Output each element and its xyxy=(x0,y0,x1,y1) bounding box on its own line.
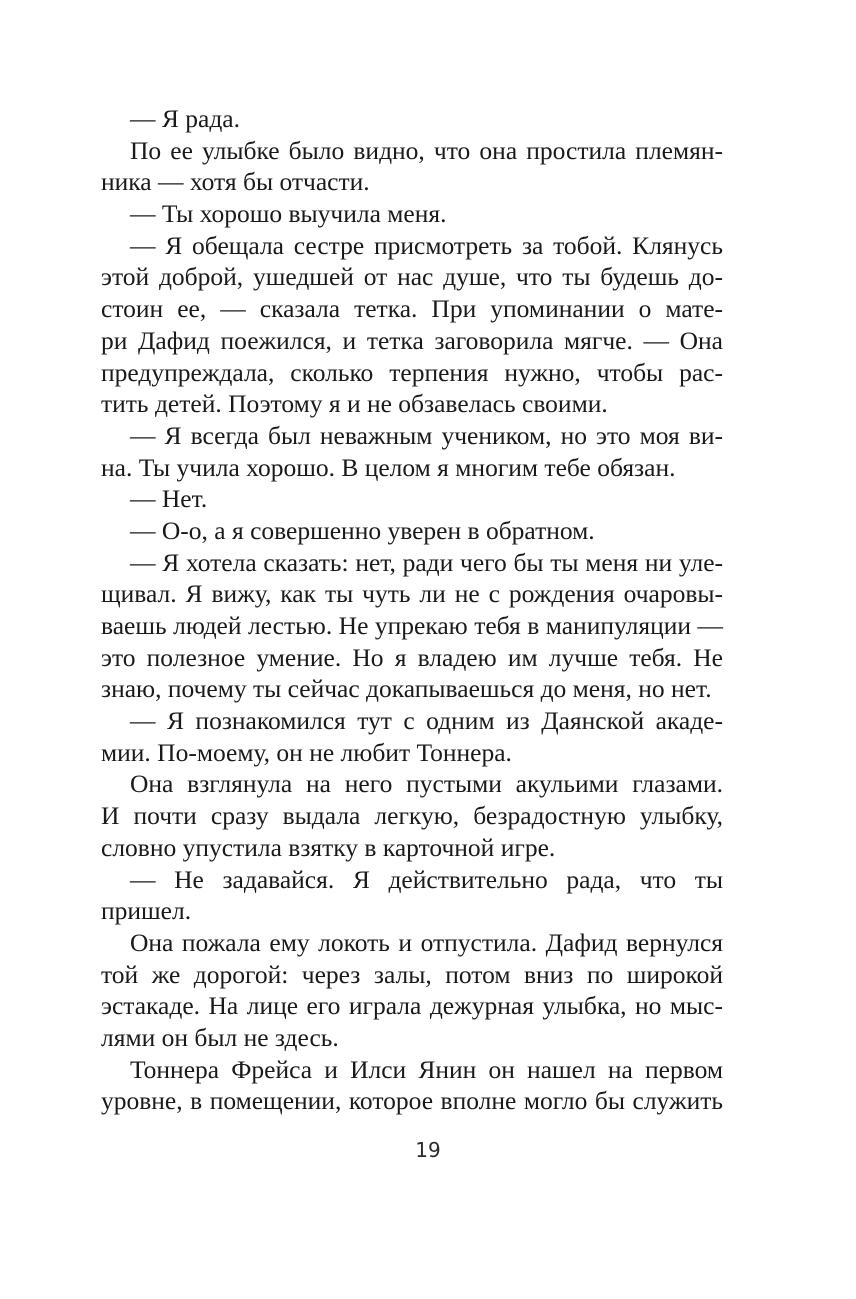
text-line: той же дорогой: через залы, потом вниз по широкой xyxy=(101,959,723,989)
text-line: этой доброй, ушедшей от нас душе, что ты будешь до- xyxy=(101,262,723,292)
text-line: на. Ты учила хорошо. В целом я многим тебе обязан. xyxy=(101,452,676,482)
text-line: — Я всегда был неважным учеником, но это моя ви- xyxy=(130,420,723,450)
text-line: И почти сразу выдала легкую, безрадостную улыбку, xyxy=(101,801,723,831)
text-line: — Ты хорошо выучила меня. xyxy=(130,199,447,229)
text-line: лями он был не здесь. xyxy=(101,1022,339,1052)
text-line: пришел. xyxy=(101,896,192,926)
text-line: стоин ее, — сказала тетка. При упоминании о мате- xyxy=(101,294,723,324)
text-line: — Я познакомился тут с одним из Даянской акаде- xyxy=(130,706,723,736)
text-line: ваешь людей лестью. Не упрекаю тебя в манипуляции — xyxy=(101,611,723,640)
text-line: ника — хотя бы отчасти. xyxy=(101,167,370,197)
text-line: — О-о, а я совершенно уверен в обратном. xyxy=(130,515,595,545)
page-number: 19 xyxy=(415,1138,441,1162)
text-line: уровне, в помещении, которое вполне могло бы служить xyxy=(101,1086,723,1116)
text-line: это полезное умение. Но я владею им лучше тебя. Не xyxy=(101,642,723,672)
text-line: По ее улыбке было видно, что она простила племян- xyxy=(130,135,723,165)
text-line: эстакаде. На лице его играла дежурная улыбка, но мыс- xyxy=(101,991,723,1021)
text-line: — Нет. xyxy=(130,484,208,514)
text-line: — Я хотела сказать: нет, ради чего бы ты меня ни уле- xyxy=(130,547,723,577)
text-line: — Я обещала сестре присмотреть за тобой. Клянусь xyxy=(130,230,723,260)
text-line: — Не задавайся. Я действительно рада, что ты xyxy=(130,864,723,894)
body-text xyxy=(101,103,723,1117)
text-line: мии. По-моему, он не любит Тоннера. xyxy=(101,737,512,767)
text-line: Тоннера Фрейса и Илси Янин он нашел на первом xyxy=(130,1054,723,1084)
text-line: Она взглянула на него пустыми акульими глазами. xyxy=(130,769,723,799)
text-line: предупреждала, сколько терпения нужно, чтобы рас- xyxy=(101,357,723,387)
text-line: Она пожала ему локоть и отпустила. Дафид вернулся xyxy=(130,927,723,957)
text-line: знаю, почему ты сейчас докапываешься до меня, но нет. xyxy=(101,674,712,704)
text-line: — Я рада. xyxy=(130,104,240,133)
text-line: тить детей. Поэтому я и не обзавелась своими. xyxy=(101,389,608,419)
text-line: щивал. Я вижу, как ты чуть ли не с рождения очаровы- xyxy=(101,579,723,609)
text-line: ри Дафид поежился, и тетка заговорила мягче. — Она xyxy=(101,325,723,355)
text-line: словно упустила взятку в карточной игре. xyxy=(101,832,556,862)
